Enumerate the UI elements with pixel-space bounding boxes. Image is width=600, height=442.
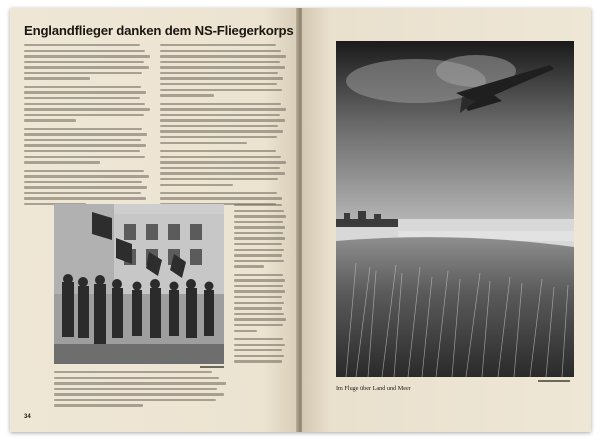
text-line (234, 338, 283, 340)
text-line (24, 144, 146, 146)
photo-credit-right (538, 380, 570, 382)
photo-caption-right: Im Fluge über Land und Meer (336, 385, 411, 392)
text-line (234, 324, 283, 326)
text-line (234, 210, 284, 212)
ceremony-photo (54, 204, 224, 364)
glider-photo (336, 41, 574, 377)
text-line (160, 192, 277, 194)
text-line (234, 254, 282, 256)
text-line (24, 77, 90, 79)
text-line (24, 114, 144, 116)
text-line (160, 156, 281, 158)
right-page (302, 8, 591, 432)
left-page (10, 8, 298, 432)
text-line (24, 103, 145, 105)
text-line (234, 226, 285, 228)
text-line (160, 61, 280, 63)
text-line (24, 197, 146, 199)
text-line (160, 125, 278, 127)
text-line (234, 265, 264, 267)
text-line (234, 232, 283, 234)
article-column-3 (234, 204, 286, 366)
text-line (160, 142, 247, 144)
text-line (160, 178, 278, 180)
headline-text: Englandflieger danken dem NS-Fliegerkorps (24, 23, 294, 38)
text-line (234, 330, 257, 332)
text-line (24, 181, 142, 183)
text-line (54, 399, 216, 401)
text-line (234, 296, 282, 298)
text-line (160, 197, 282, 199)
page-number: 34 (24, 414, 31, 420)
article-column-2 (160, 44, 286, 209)
text-line (234, 344, 285, 346)
text-line (160, 44, 276, 46)
photo-credit-left (200, 366, 224, 368)
text-line (234, 215, 286, 217)
text-line (24, 44, 140, 46)
text-line (160, 72, 278, 74)
text-line (160, 77, 283, 79)
text-line (160, 50, 281, 52)
text-line (24, 72, 142, 74)
text-line (160, 94, 214, 96)
text-line (160, 161, 286, 163)
text-line (24, 133, 147, 135)
text-line (234, 360, 282, 362)
text-line (160, 114, 280, 116)
text-line (24, 150, 140, 152)
text-line (234, 243, 282, 245)
text-line (54, 404, 143, 406)
text-line (234, 237, 285, 239)
photo-caption-left (54, 371, 226, 413)
text-line (24, 50, 145, 52)
text-line (160, 167, 280, 169)
text-line (24, 161, 100, 163)
text-line (234, 318, 286, 320)
text-line (234, 307, 282, 309)
text-line (234, 274, 283, 276)
text-line (234, 349, 282, 351)
magazine-spread (10, 8, 591, 432)
text-line (160, 184, 233, 186)
text-line (234, 249, 284, 251)
text-line (160, 119, 285, 121)
text-line (54, 393, 224, 395)
text-line (234, 260, 284, 262)
text-line (160, 66, 285, 68)
text-line (24, 175, 149, 177)
text-line (24, 66, 149, 68)
text-line (234, 279, 285, 281)
text-line (24, 156, 145, 158)
text-line (24, 108, 150, 110)
glider-over-coast-photo-icon (336, 41, 574, 377)
text-line (24, 86, 141, 88)
text-line (24, 170, 144, 172)
text-line (160, 83, 277, 85)
text-line (24, 119, 76, 121)
text-line (24, 186, 147, 188)
text-line (160, 150, 276, 152)
text-line (24, 192, 141, 194)
article-column-1 (24, 44, 150, 211)
text-line (54, 388, 217, 390)
text-line (24, 139, 141, 141)
text-line (160, 55, 286, 57)
text-line (24, 55, 150, 57)
text-line (24, 91, 146, 93)
text-line (54, 377, 219, 379)
text-line (54, 382, 226, 384)
text-line (24, 61, 144, 63)
text-line (160, 108, 286, 110)
text-line (234, 221, 283, 223)
text-line (234, 302, 284, 304)
text-line (160, 136, 277, 138)
text-line (234, 285, 283, 287)
text-line (234, 204, 282, 206)
text-line (160, 172, 285, 174)
article-headline (24, 23, 294, 38)
text-line (234, 290, 285, 292)
ceremony-photo-icon (54, 204, 224, 364)
text-line (54, 371, 212, 373)
text-line (160, 130, 283, 132)
text-line (24, 97, 140, 99)
text-line (160, 103, 281, 105)
text-line (24, 128, 142, 130)
text-line (234, 313, 284, 315)
text-line (160, 89, 282, 91)
text-line (234, 355, 284, 357)
